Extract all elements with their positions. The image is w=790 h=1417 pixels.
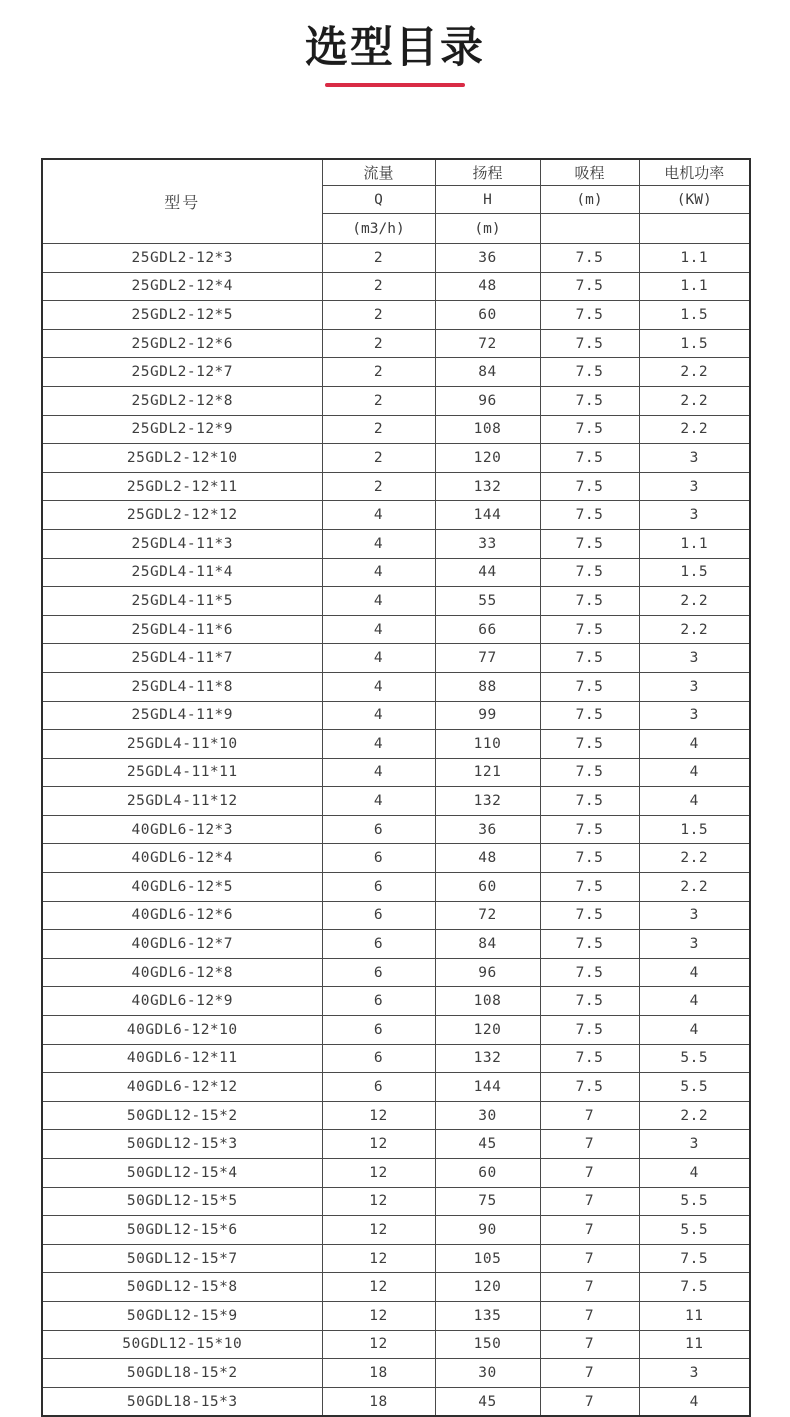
power-cell: 4 <box>639 1159 750 1188</box>
flow-cell: 6 <box>322 815 435 844</box>
flow-cell: 18 <box>322 1359 435 1388</box>
power-cell: 3 <box>639 672 750 701</box>
power-cell: 3 <box>639 501 750 530</box>
suction-cell: 7.5 <box>540 672 639 701</box>
flow-cell: 4 <box>322 558 435 587</box>
table-row <box>42 672 750 701</box>
table-row <box>42 301 750 330</box>
flow-cell: 6 <box>322 901 435 930</box>
flow-cell: 4 <box>322 529 435 558</box>
flow-cell: 12 <box>322 1130 435 1159</box>
table-row <box>42 1130 750 1159</box>
head-cell: 48 <box>435 844 540 873</box>
head-cell: 88 <box>435 672 540 701</box>
suction-cell: 7 <box>540 1330 639 1359</box>
table-row <box>42 472 750 501</box>
model-cell: 25GDL2-12*7 <box>42 358 322 387</box>
flow-cell: 6 <box>322 844 435 873</box>
flow-cell: 4 <box>322 644 435 673</box>
model-cell: 50GDL12-15*8 <box>42 1273 322 1302</box>
header-suction-unit: (m) <box>540 186 639 214</box>
suction-cell: 7 <box>540 1387 639 1416</box>
suction-cell: 7.5 <box>540 444 639 473</box>
head-cell: 30 <box>435 1359 540 1388</box>
suction-cell: 7 <box>540 1159 639 1188</box>
model-cell: 40GDL6-12*7 <box>42 930 322 959</box>
head-cell: 132 <box>435 472 540 501</box>
model-cell: 50GDL12-15*7 <box>42 1244 322 1273</box>
power-cell: 4 <box>639 758 750 787</box>
power-cell: 7.5 <box>639 1244 750 1273</box>
table-row <box>42 415 750 444</box>
suction-cell: 7.5 <box>540 615 639 644</box>
flow-cell: 4 <box>322 672 435 701</box>
model-cell: 50GDL12-15*4 <box>42 1159 322 1188</box>
table-body <box>42 244 750 1417</box>
flow-cell: 4 <box>322 615 435 644</box>
suction-cell: 7 <box>540 1101 639 1130</box>
table-row <box>42 1273 750 1302</box>
header-power-empty <box>639 214 750 244</box>
table-row <box>42 873 750 902</box>
model-cell: 50GDL12-15*2 <box>42 1101 322 1130</box>
suction-cell: 7 <box>540 1273 639 1302</box>
power-cell: 1.5 <box>639 329 750 358</box>
head-cell: 150 <box>435 1330 540 1359</box>
header-head-unit: (m) <box>435 214 540 244</box>
power-cell: 1.5 <box>639 815 750 844</box>
table-row <box>42 1016 750 1045</box>
model-cell: 25GDL4-11*12 <box>42 787 322 816</box>
power-cell: 2.2 <box>639 587 750 616</box>
flow-cell: 12 <box>322 1159 435 1188</box>
table-header <box>42 159 750 244</box>
table-row <box>42 1387 750 1416</box>
suction-cell: 7.5 <box>540 873 639 902</box>
suction-cell: 7.5 <box>540 730 639 759</box>
flow-cell: 12 <box>322 1301 435 1330</box>
model-cell: 40GDL6-12*4 <box>42 844 322 873</box>
model-cell: 25GDL2-12*4 <box>42 272 322 301</box>
suction-cell: 7.5 <box>540 472 639 501</box>
head-cell: 36 <box>435 244 540 273</box>
head-cell: 75 <box>435 1187 540 1216</box>
header-suction: 吸程 <box>540 159 639 186</box>
suction-cell: 7 <box>540 1187 639 1216</box>
suction-cell: 7.5 <box>540 244 639 273</box>
header-power: 电机功率 <box>639 159 750 186</box>
power-cell: 4 <box>639 987 750 1016</box>
power-cell: 4 <box>639 1387 750 1416</box>
flow-cell: 12 <box>322 1244 435 1273</box>
suction-cell: 7 <box>540 1301 639 1330</box>
power-cell: 2.2 <box>639 358 750 387</box>
table-row <box>42 1330 750 1359</box>
suction-cell: 7.5 <box>540 815 639 844</box>
table-row <box>42 930 750 959</box>
flow-cell: 12 <box>322 1216 435 1245</box>
power-cell: 3 <box>639 472 750 501</box>
model-cell: 50GDL12-15*5 <box>42 1187 322 1216</box>
model-cell: 25GDL4-11*7 <box>42 644 322 673</box>
model-cell: 40GDL6-12*8 <box>42 958 322 987</box>
suction-cell: 7.5 <box>540 1044 639 1073</box>
suction-cell: 7 <box>540 1244 639 1273</box>
power-cell: 11 <box>639 1301 750 1330</box>
suction-cell: 7.5 <box>540 272 639 301</box>
head-cell: 96 <box>435 386 540 415</box>
table-row <box>42 1101 750 1130</box>
head-cell: 90 <box>435 1216 540 1245</box>
head-cell: 108 <box>435 415 540 444</box>
flow-cell: 2 <box>322 244 435 273</box>
suction-cell: 7.5 <box>540 558 639 587</box>
table-row <box>42 1216 750 1245</box>
flow-cell: 4 <box>322 701 435 730</box>
table-row <box>42 386 750 415</box>
head-cell: 132 <box>435 787 540 816</box>
flow-cell: 6 <box>322 1016 435 1045</box>
table-row <box>42 1159 750 1188</box>
head-cell: 84 <box>435 930 540 959</box>
head-cell: 60 <box>435 301 540 330</box>
power-cell: 1.1 <box>639 529 750 558</box>
flow-cell: 12 <box>322 1187 435 1216</box>
head-cell: 144 <box>435 1073 540 1102</box>
flow-cell: 6 <box>322 987 435 1016</box>
power-cell: 2.2 <box>639 615 750 644</box>
suction-cell: 7.5 <box>540 787 639 816</box>
power-cell: 2.2 <box>639 415 750 444</box>
table-row <box>42 730 750 759</box>
head-cell: 45 <box>435 1130 540 1159</box>
suction-cell: 7.5 <box>540 501 639 530</box>
table-row <box>42 1244 750 1273</box>
table-row <box>42 1359 750 1388</box>
power-cell: 3 <box>639 1359 750 1388</box>
flow-cell: 12 <box>322 1330 435 1359</box>
table-row <box>42 1187 750 1216</box>
model-cell: 40GDL6-12*6 <box>42 901 322 930</box>
flow-cell: 2 <box>322 329 435 358</box>
model-cell: 40GDL6-12*5 <box>42 873 322 902</box>
header-row-1 <box>42 159 750 186</box>
model-cell: 40GDL6-12*12 <box>42 1073 322 1102</box>
flow-cell: 2 <box>322 272 435 301</box>
model-cell: 25GDL4-11*9 <box>42 701 322 730</box>
table-row <box>42 615 750 644</box>
head-cell: 120 <box>435 444 540 473</box>
header-flow-symbol: Q <box>322 186 435 214</box>
power-cell: 7.5 <box>639 1273 750 1302</box>
header-flow-unit: (m3/h) <box>322 214 435 244</box>
model-cell: 40GDL6-12*9 <box>42 987 322 1016</box>
power-cell: 3 <box>639 930 750 959</box>
table-row <box>42 329 750 358</box>
table-row <box>42 587 750 616</box>
selection-table <box>41 158 751 1417</box>
flow-cell: 4 <box>322 730 435 759</box>
head-cell: 120 <box>435 1016 540 1045</box>
table-row <box>42 558 750 587</box>
title-block <box>0 0 790 87</box>
power-cell: 2.2 <box>639 873 750 902</box>
power-cell: 4 <box>639 1016 750 1045</box>
head-cell: 60 <box>435 873 540 902</box>
head-cell: 60 <box>435 1159 540 1188</box>
table-row <box>42 244 750 273</box>
power-cell: 5.5 <box>639 1073 750 1102</box>
head-cell: 72 <box>435 901 540 930</box>
power-cell: 2.2 <box>639 1101 750 1130</box>
suction-cell: 7.5 <box>540 529 639 558</box>
power-cell: 4 <box>639 958 750 987</box>
suction-cell: 7 <box>540 1130 639 1159</box>
table-row <box>42 987 750 1016</box>
power-cell: 1.1 <box>639 272 750 301</box>
power-cell: 3 <box>639 444 750 473</box>
head-cell: 120 <box>435 1273 540 1302</box>
head-cell: 121 <box>435 758 540 787</box>
suction-cell: 7.5 <box>540 587 639 616</box>
head-cell: 135 <box>435 1301 540 1330</box>
table-row <box>42 701 750 730</box>
model-cell: 50GDL12-15*6 <box>42 1216 322 1245</box>
suction-cell: 7.5 <box>540 1016 639 1045</box>
head-cell: 36 <box>435 815 540 844</box>
model-cell: 25GDL2-12*9 <box>42 415 322 444</box>
power-cell: 3 <box>639 901 750 930</box>
flow-cell: 4 <box>322 587 435 616</box>
model-cell: 25GDL4-11*3 <box>42 529 322 558</box>
head-cell: 132 <box>435 1044 540 1073</box>
table-row <box>42 758 750 787</box>
header-power-unit: (KW) <box>639 186 750 214</box>
table-row <box>42 1073 750 1102</box>
model-cell: 50GDL12-15*10 <box>42 1330 322 1359</box>
flow-cell: 18 <box>322 1387 435 1416</box>
model-cell: 50GDL12-15*3 <box>42 1130 322 1159</box>
head-cell: 33 <box>435 529 540 558</box>
flow-cell: 2 <box>322 415 435 444</box>
power-cell: 3 <box>639 701 750 730</box>
head-cell: 55 <box>435 587 540 616</box>
power-cell: 3 <box>639 1130 750 1159</box>
head-cell: 66 <box>435 615 540 644</box>
suction-cell: 7.5 <box>540 901 639 930</box>
flow-cell: 2 <box>322 472 435 501</box>
power-cell: 4 <box>639 730 750 759</box>
flow-cell: 6 <box>322 1073 435 1102</box>
model-cell: 50GDL18-15*3 <box>42 1387 322 1416</box>
flow-cell: 6 <box>322 1044 435 1073</box>
suction-cell: 7.5 <box>540 386 639 415</box>
head-cell: 30 <box>435 1101 540 1130</box>
suction-cell: 7.5 <box>540 758 639 787</box>
model-cell: 50GDL12-15*9 <box>42 1301 322 1330</box>
table-row <box>42 358 750 387</box>
header-head: 扬程 <box>435 159 540 186</box>
power-cell: 5.5 <box>639 1187 750 1216</box>
suction-cell: 7 <box>540 1216 639 1245</box>
table-row <box>42 901 750 930</box>
flow-cell: 2 <box>322 301 435 330</box>
model-cell: 25GDL4-11*4 <box>42 558 322 587</box>
header-suction-empty <box>540 214 639 244</box>
table-row <box>42 787 750 816</box>
flow-cell: 6 <box>322 930 435 959</box>
flow-cell: 6 <box>322 873 435 902</box>
model-cell: 25GDL2-12*11 <box>42 472 322 501</box>
flow-cell: 6 <box>322 958 435 987</box>
flow-cell: 12 <box>322 1273 435 1302</box>
flow-cell: 4 <box>322 758 435 787</box>
title-underline-accent <box>325 83 465 87</box>
suction-cell: 7.5 <box>540 958 639 987</box>
head-cell: 99 <box>435 701 540 730</box>
power-cell: 2.2 <box>639 386 750 415</box>
suction-cell: 7.5 <box>540 644 639 673</box>
model-cell: 50GDL18-15*2 <box>42 1359 322 1388</box>
header-head-symbol: H <box>435 186 540 214</box>
model-cell: 40GDL6-12*11 <box>42 1044 322 1073</box>
flow-cell: 2 <box>322 386 435 415</box>
head-cell: 96 <box>435 958 540 987</box>
suction-cell: 7.5 <box>540 701 639 730</box>
model-cell: 25GDL4-11*11 <box>42 758 322 787</box>
flow-cell: 12 <box>322 1101 435 1130</box>
head-cell: 45 <box>435 1387 540 1416</box>
header-flow: 流量 <box>322 159 435 186</box>
head-cell: 105 <box>435 1244 540 1273</box>
table-row <box>42 1301 750 1330</box>
model-cell: 40GDL6-12*3 <box>42 815 322 844</box>
power-cell: 11 <box>639 1330 750 1359</box>
suction-cell: 7.5 <box>540 987 639 1016</box>
power-cell: 4 <box>639 787 750 816</box>
suction-cell: 7 <box>540 1359 639 1388</box>
head-cell: 77 <box>435 644 540 673</box>
table-row <box>42 444 750 473</box>
suction-cell: 7.5 <box>540 301 639 330</box>
suction-cell: 7.5 <box>540 844 639 873</box>
model-cell: 25GDL2-12*10 <box>42 444 322 473</box>
power-cell: 5.5 <box>639 1044 750 1073</box>
power-cell: 5.5 <box>639 1216 750 1245</box>
table-row <box>42 501 750 530</box>
power-cell: 1.1 <box>639 244 750 273</box>
head-cell: 110 <box>435 730 540 759</box>
model-cell: 25GDL2-12*12 <box>42 501 322 530</box>
model-cell: 25GDL4-11*10 <box>42 730 322 759</box>
table-row <box>42 1044 750 1073</box>
model-cell: 40GDL6-12*10 <box>42 1016 322 1045</box>
model-cell: 25GDL2-12*5 <box>42 301 322 330</box>
table-row <box>42 644 750 673</box>
suction-cell: 7.5 <box>540 415 639 444</box>
head-cell: 72 <box>435 329 540 358</box>
head-cell: 144 <box>435 501 540 530</box>
suction-cell: 7.5 <box>540 358 639 387</box>
table-row <box>42 844 750 873</box>
flow-cell: 2 <box>322 358 435 387</box>
header-model: 型号 <box>42 159 322 244</box>
power-cell: 1.5 <box>639 301 750 330</box>
power-cell: 2.2 <box>639 844 750 873</box>
head-cell: 48 <box>435 272 540 301</box>
head-cell: 44 <box>435 558 540 587</box>
power-cell: 1.5 <box>639 558 750 587</box>
model-cell: 25GDL2-12*6 <box>42 329 322 358</box>
table-row <box>42 272 750 301</box>
model-cell: 25GDL2-12*8 <box>42 386 322 415</box>
head-cell: 84 <box>435 358 540 387</box>
flow-cell: 4 <box>322 501 435 530</box>
model-cell: 25GDL4-11*8 <box>42 672 322 701</box>
power-cell: 3 <box>639 644 750 673</box>
flow-cell: 2 <box>322 444 435 473</box>
suction-cell: 7.5 <box>540 329 639 358</box>
table-row <box>42 529 750 558</box>
head-cell: 108 <box>435 987 540 1016</box>
page-title: 选型目录 <box>305 24 485 72</box>
model-cell: 25GDL4-11*5 <box>42 587 322 616</box>
table-row <box>42 815 750 844</box>
flow-cell: 4 <box>322 787 435 816</box>
table-row <box>42 958 750 987</box>
model-cell: 25GDL4-11*6 <box>42 615 322 644</box>
suction-cell: 7.5 <box>540 1073 639 1102</box>
suction-cell: 7.5 <box>540 930 639 959</box>
model-cell: 25GDL2-12*3 <box>42 244 322 273</box>
